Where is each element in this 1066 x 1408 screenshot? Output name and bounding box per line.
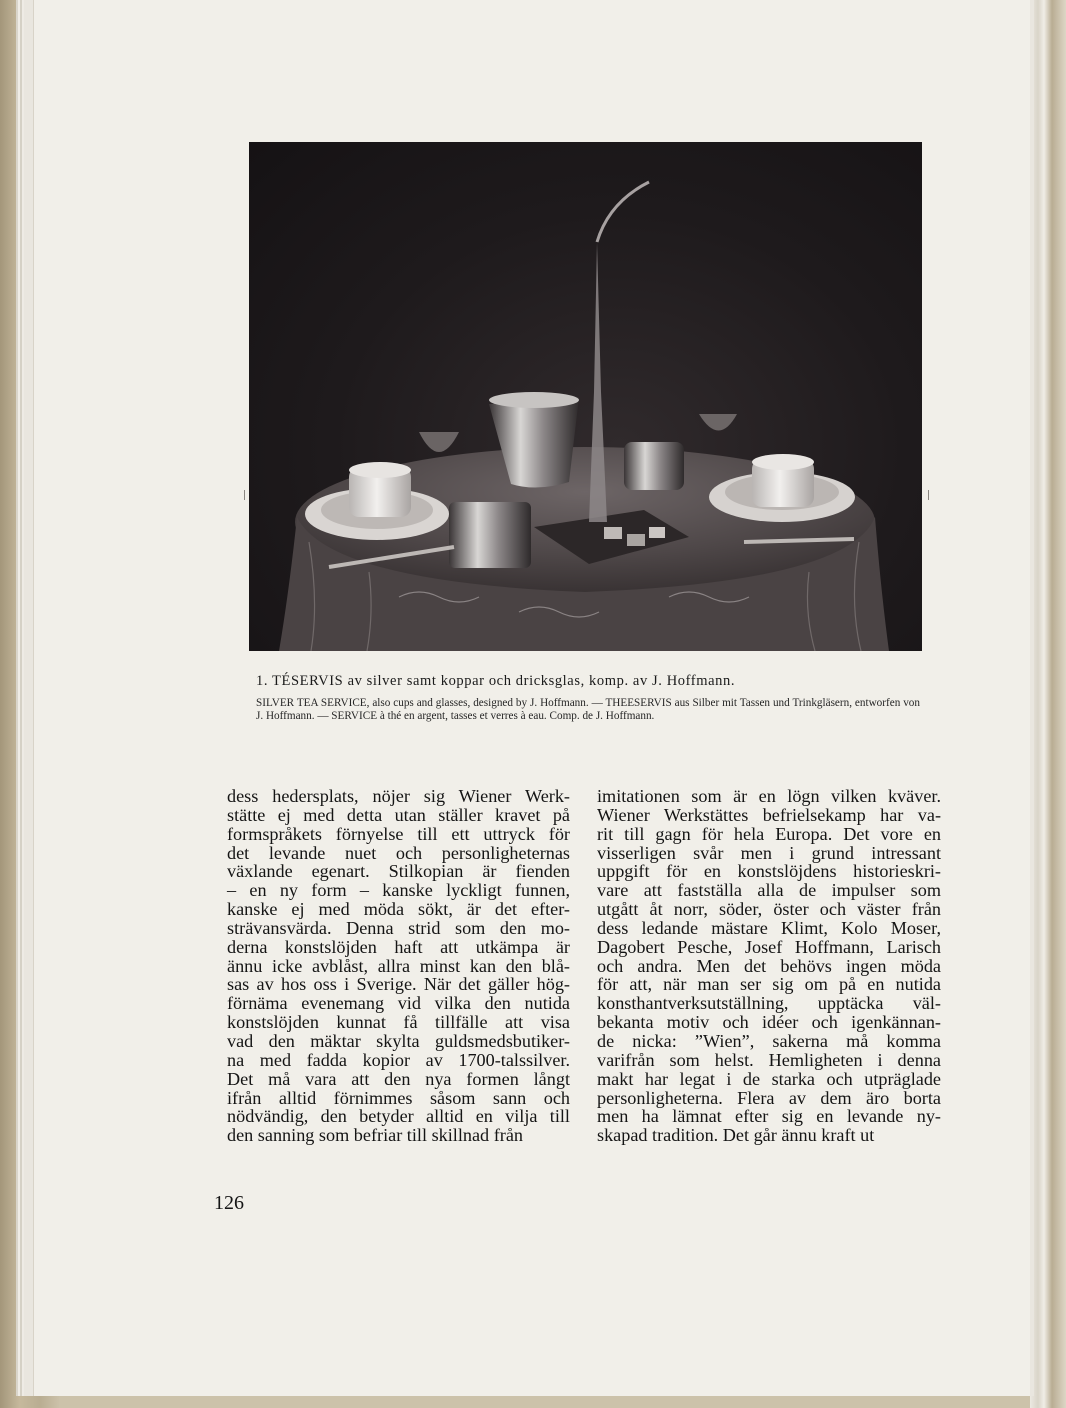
text-line: Wiener Werkstättes befrielsekamp har va- — [597, 804, 941, 825]
text-line: stätte ej med detta utan ställer kravet på — [227, 804, 570, 825]
text-line: för att, när man ser sig om på en nutida — [597, 974, 941, 995]
text-line: visserligen svår men i grund intressant — [597, 842, 941, 863]
text-line: vad den mäktar skylta guldsmedsbutiker- — [227, 1030, 570, 1051]
figure-caption-translations: SILVER TEA SERVICE, also cups and glasses, designed by J. Hoffmann. — THEESERVIS aus Silber mit Tassen und Trinkgläsern, entworfen von J. Hoffmann. — SERVICE à thé en argent, tasses et verres à eau. Comp. de J. Hoffmann. — [256, 697, 920, 722]
text-line: konstslöjden kunnat få tillfälle att visa — [227, 1012, 570, 1033]
text-line: och andra. Men det behövs ingen möda — [597, 955, 941, 976]
text-line: bekanta motiv och idéer och igenkännan- — [597, 1012, 941, 1033]
text-line: de nicka: ”Wien”, sakerna må komma — [597, 1030, 941, 1051]
text-line: Dagobert Pesche, Josef Hoffmann, Larisch — [597, 936, 941, 957]
text-line: formspråkets förnyelse till ett uttryck för — [227, 823, 570, 844]
crop-mark-left — [244, 490, 245, 500]
text-line: konsthantverksutställning, upptäcka väl- — [597, 993, 941, 1014]
body-column-left — [227, 787, 570, 1145]
text-line: det levande nuet och personligheternas — [227, 842, 570, 863]
text-line: dess hedersplats, nöjer sig Wiener Werk- — [227, 786, 570, 806]
text-line: na med fadda kopior av 1700-talssilver. — [227, 1049, 570, 1070]
text-line: dess ledande mästare Klimt, Kolo Moser, — [597, 917, 941, 938]
text-line: växlande egenart. Stilkopian är fienden — [227, 861, 570, 882]
text-line: – en ny form – kanske lyckligt funnen, — [227, 880, 570, 901]
tea-service-photo — [249, 142, 922, 651]
figure-caption: 1. TÉSERVIS av silver samt koppar och dricksglas, komp. av J. Hoffmann. — [256, 673, 736, 689]
crop-mark-right — [928, 490, 929, 500]
text-line: rit till gagn för hela Europa. Det vore en — [597, 823, 941, 844]
text-line: utgått åt norr, söder, öster och väster från — [597, 899, 941, 920]
text-line: Det må vara att den nya formen långt — [227, 1068, 570, 1089]
page-number: 126 — [214, 1192, 244, 1214]
text-line: sas av hos oss i Sverige. När det gäller hög- — [227, 974, 570, 995]
text-line: skapad tradition. Det går ännu kraft ut — [597, 1125, 875, 1146]
text-line: nödvändig, den betyder alltid en vilja till — [227, 1106, 570, 1127]
tea-service-illustration — [249, 142, 922, 651]
text-line: imitationen som är en lögn vilken kväver. — [597, 786, 941, 806]
text-line: strävansvärda. Denna strid som den mo- — [227, 917, 570, 938]
text-line: ifrån alltid förnimmes såsom sann och — [227, 1087, 570, 1108]
text-line: varifrån som helst. Hemligheten i denna — [597, 1049, 941, 1070]
text-line: personligheterna. Flera av dem äro borta — [597, 1087, 941, 1108]
text-line: derna konstslöjden haft att utkämpa är — [227, 936, 570, 957]
text-line: vare att fastställa alla de impulser som — [597, 880, 941, 901]
text-line: men ha lämnat efter sig en levande ny- — [597, 1106, 941, 1127]
text-line: kanske ej med möda sökt, är det efter- — [227, 899, 570, 920]
adjacent-page-edge — [1030, 0, 1066, 1408]
text-line: den sanning som befriar till skillnad från — [227, 1125, 523, 1146]
text-line: förnäma evenemang vid vilka den nutida — [227, 993, 570, 1014]
body-column-right — [597, 787, 941, 1145]
text-line: uppgift för en konstslöjdens historieskri- — [597, 861, 941, 882]
text-line: makt har legat i de starka och utpräglade — [597, 1068, 941, 1089]
text-line: ännu icke avblåst, allra minst kan den blå- — [227, 955, 570, 976]
